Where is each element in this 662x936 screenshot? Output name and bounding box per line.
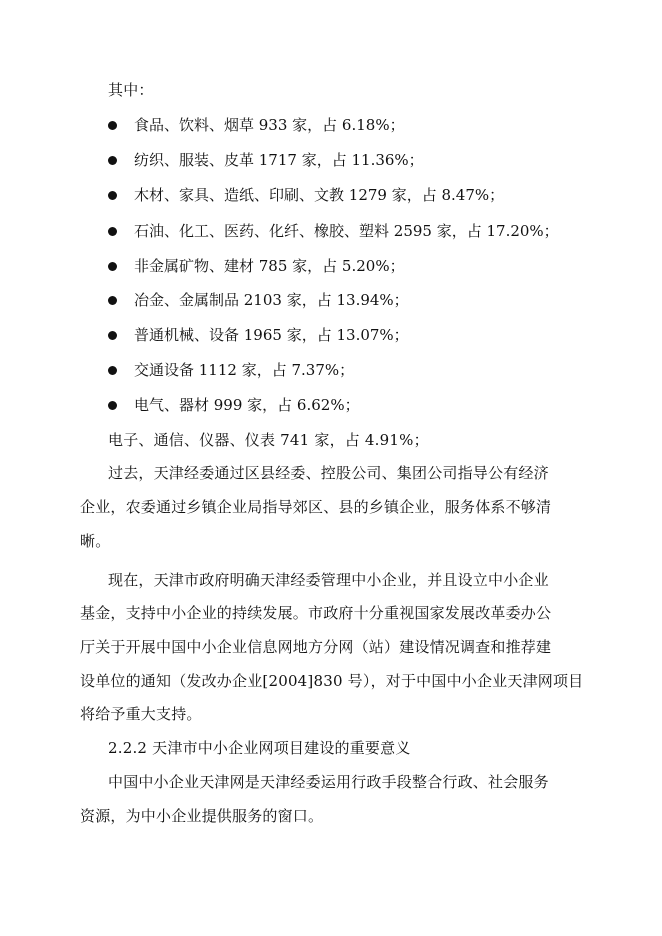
last-list-item: 电子、通信、仪器、仪表 741 家，占 4.91%； — [108, 431, 429, 449]
bullet-icon — [108, 366, 117, 375]
list-item-text: 非金属矿物、建材 785 家，占 5.20%； — [134, 257, 405, 275]
paragraph-line: 企业，农委通过乡镇企业局指导郊区、县的乡镇企业，服务体系不够清 — [80, 498, 552, 516]
list-item-text: 普通机械、设备 1965 家，占 13.07%； — [134, 326, 409, 344]
list-item-text: 冶金、金属制品 2103 家，占 13.94%； — [134, 291, 409, 309]
paragraph-line: 晰。 — [80, 532, 111, 550]
paragraph-line: 基金，支持中小企业的持续发展。市政府十分重视国家发展改革委办公 — [80, 604, 552, 622]
bullet-icon — [108, 227, 117, 236]
section-heading: 2.2.2 天津市中小企业网项目建设的重要意义 — [108, 739, 411, 757]
list-item-text: 纺织、服装、皮革 1717 家，占 11.36%； — [134, 151, 424, 169]
bullet-icon — [108, 401, 117, 410]
bullet-icon — [108, 331, 117, 340]
paragraph-line: 现在，天津市政府明确天津经委管理中小企业，并且设立中小企业 — [108, 571, 549, 589]
bullet-icon — [108, 156, 117, 165]
paragraph-line: 厅关于开展中国中小企业信息网地方分网（站）建设情况调查和推荐建 — [80, 638, 552, 656]
intro-text: 其中： — [108, 81, 154, 99]
list-item-text: 交通设备 1112 家，占 7.37%； — [134, 361, 355, 379]
paragraph-line: 中国中小企业天津网是天津经委运用行政手段整合行政、社会服务 — [108, 773, 549, 791]
bullet-icon — [108, 191, 117, 200]
bullet-icon — [108, 121, 117, 130]
list-item-text: 石油、化工、医药、化纤、橡胶、塑料 2595 家，占 17.20%； — [134, 222, 559, 240]
list-item-text: 食品、饮料、烟草 933 家，占 6.18%； — [134, 116, 405, 134]
paragraph-line: 将给予重大支持。 — [80, 705, 202, 723]
list-item-text: 电气、器材 999 家，占 6.62%； — [134, 396, 360, 414]
paragraph-line: 设单位的通知（发改办企业[2004]830 号），对于中国中小企业天津网项目 — [80, 672, 584, 690]
paragraph-line: 过去，天津经委通过区县经委、控股公司、集团公司指导公有经济 — [108, 464, 549, 482]
bullet-icon — [108, 296, 117, 305]
list-item-text: 木材、家具、造纸、印刷、文教 1279 家，占 8.47%； — [134, 186, 505, 204]
bullet-icon — [108, 262, 117, 271]
paragraph-line: 资源，为中小企业提供服务的窗口。 — [80, 807, 324, 825]
